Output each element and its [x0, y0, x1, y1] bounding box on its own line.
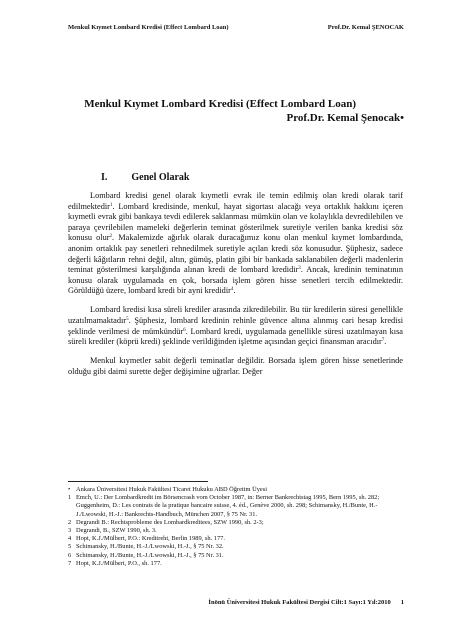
footnote-mark: 1 — [68, 494, 72, 502]
footnote — [68, 527, 403, 535]
footnote-ref[interactable]: 3 — [298, 266, 301, 272]
section-title: Genel Olarak — [131, 172, 190, 183]
footnote-text: Degrandi, B., SZW 1990, sh. 3. — [76, 527, 157, 535]
section-heading — [101, 172, 189, 183]
footnotes — [68, 486, 403, 568]
footnote-mark: 4 — [68, 535, 72, 543]
footnote-ref[interactable]: 1 — [109, 202, 113, 208]
running-header-title: Menkul Kıymet Lombard Kredisi (Effect Lombard Loan) — [68, 24, 229, 31]
footnote-text: Hopt, K.J./Mülbert, P.O.: Kreditreht, Berlin 1989, sh. 177. — [76, 535, 225, 543]
footnote-text: Hopt, K.J./Mülbert, P.O., sh. 177. — [76, 559, 162, 567]
footnote — [68, 543, 403, 551]
page-number: 1 — [400, 599, 404, 606]
footnote-mark: • — [68, 486, 71, 493]
footnote — [68, 519, 403, 527]
footnote-ref[interactable]: 7 — [381, 338, 385, 344]
footnote-text: Degrandi B.: Rechtsprobleme des Lombardkreditees, SZW 1990, sh. 2-3; — [76, 518, 264, 526]
footnote-text: Schimansky, H./Bunte, H.-J./Lwowski, H.-J., § 75 Nr. 31. — [76, 551, 224, 559]
footnote-mark: 3 — [68, 527, 72, 535]
footnote-text: Emch, U.: Der Lombardkredit im Börsencrash vom October 1987, in: Berner Bankrechtstag 1995, Bern 1995, sh. 282; Guggenheim, D.: Les contrats de la pratique bancaire suisse, 4. éd., Genève 2000, sh. 298; Schimansky, H./Bunte, H.-J./Lwowski, H.-J.: Bankrechts-Handbuch, München 2007, § 75 Nr. 31. — [76, 494, 380, 518]
paragraph: Menkul kıymetler sabit değerli teminatlar değildir. Borsada işlem gören hisse senetlerinde olduğu gibi daimi surette değer değişimine uğrarlar. Değer — [68, 356, 403, 376]
article-title-text: Menkul Kıymet Lombard Kredisi (Effect Lombard Loan) — [84, 98, 356, 110]
journal-name: İnönü Üniversitesi Hukuk Fakültesi Dergisi Cilt:1 Sayı:1 Yıl:2010 — [208, 599, 391, 606]
footnote-ref[interactable]: 6 — [183, 327, 186, 333]
running-header-author: Prof.Dr. Kemal ŞENOCAK — [327, 24, 404, 31]
footnote-ref[interactable]: 5 — [126, 317, 129, 323]
article-author: Prof.Dr. Kemal Şenocak• — [286, 111, 404, 124]
footnote — [68, 552, 403, 560]
page-footer — [208, 599, 404, 606]
footnote — [68, 535, 403, 543]
footnote-text: Schimansky, H./Bunte, H.-J./Lwowski, H.-J., § 75 Nr. 32. — [76, 543, 224, 551]
footnote-mark: 5 — [68, 543, 72, 551]
footnote-divider — [68, 481, 208, 482]
footnote — [68, 494, 403, 519]
footnote-mark: 6 — [68, 551, 72, 559]
footnote-ref[interactable]: 4 — [230, 287, 234, 293]
footnote-mark: 2 — [68, 518, 72, 526]
body-text — [68, 191, 403, 386]
footnote — [68, 486, 403, 494]
footnote-text: Ankara Üniversitesi Hukuk Fakültesi Ticaret Hukuku ABD Öğretim Üyesi — [76, 486, 267, 493]
running-header — [68, 24, 404, 31]
footnote — [68, 560, 403, 568]
footnote-mark: 7 — [68, 559, 72, 567]
section-number: I. — [101, 172, 108, 183]
paragraph: Lombard kredisi genel olarak kıymetli evrak ile temin edilmiş olan kredi olarak tarif edilmektedir$^1$. Lombard kredisinde, menkul, hayat sigortası alacağı veya ortaklık hakkını içeren kıymetli evrak gibi bankaya tevdi edilerek saklanması mümkün olan ve kolaylıkla devredilebilen ve paraya çevrilebilen mameleki değerlerin teminat gösterilmek suretiyle verilen banka kredisi söz konusu olur$^2$. Makalemizde ağırlık olarak duracağımız konu olan menkul kıymet lombardında, anonim ortaklık pay senetleri rehnedilmek suretiyle açılan kredi söz konusudur. Şüphesiz, sadece değerli kâğıtların rehni değil, altın, gümüş, platin gibi bir bankada saklanabilen değerli madenlerin teminat gösterilmesi karşılığında alınan kredi de lombard kredidir$^3$. Ancak, kredinin teminatının konusu olarak uygulamada en çok, borsada işlem gören hisse senetleri tercih edilmektedir. Görüldüğü üzere, lombard kredi bir ayni kredidir$^4$. — [68, 191, 403, 296]
footnote-ref[interactable]: 2 — [109, 234, 113, 240]
paragraph: Lombard kredisi kısa süreli krediler arasında zikredilebilir. Bu tür kredilerin süresi genellikle uzatılmamaktadır$^5$. Şüphesiz, lombard kredinin rehinle güvence altına alınmış cari hesap kredisi şeklinde verilmesi de mümkündür$^6$. Lombard kredi, uygulamada genellikle süresi uzatılmayan kısa süreli krediler (köprü kredi) şeklinde verildiğinden işletme açısından geçici finansman aracıdır$^7$. — [68, 305, 403, 347]
article-title — [0, 98, 404, 125]
